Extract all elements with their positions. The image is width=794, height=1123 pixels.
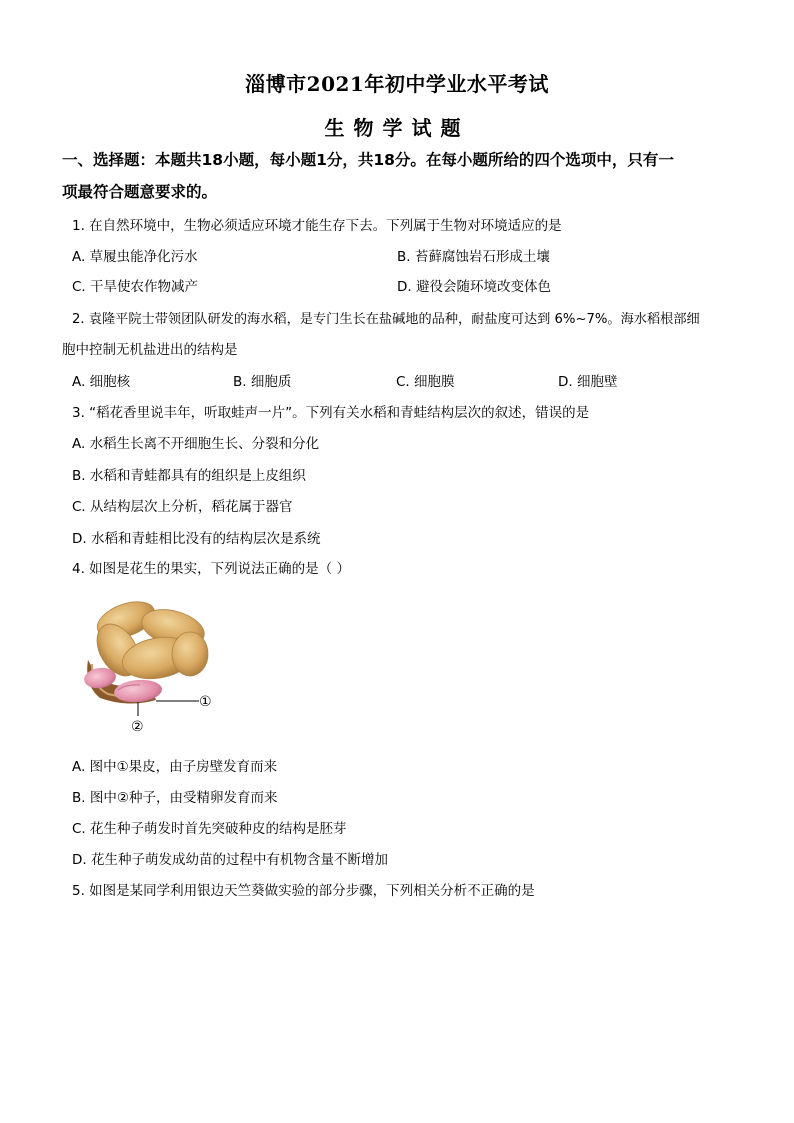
question-2-option-a: A. 细胞核 <box>72 374 131 390</box>
exam-subtitle: 生物学试题 <box>324 116 470 140</box>
question-4-stem: 4. 如图是花生的果实，下列说法正确的是（ ） <box>72 561 350 577</box>
question-1-option-c: C. 干旱使农作物减产 <box>72 279 199 295</box>
question-2-option-d: D. 细胞壁 <box>558 374 618 390</box>
question-4-option-b: B. 图中②种子，由受精卵发育而来 <box>72 790 278 806</box>
question-3-stem: 3. “稻花香里说丰年，听取蛙声一片”。下列有关水稻和青蛙结构层次的叙述，错误的是 <box>72 405 590 421</box>
peanut-figure <box>78 590 223 740</box>
question-1-stem: 1. 在自然环境中，生物必须适应环境才能生存下去。下列属于生物对环境适应的是 <box>72 218 562 234</box>
question-3-option-a: A. 水稻生长离不开细胞生长、分裂和分化 <box>72 436 320 452</box>
question-1-option-d: D. 避役会随环境改变体色 <box>397 279 551 295</box>
question-1-option-b: B. 苔藓腐蚀岩石形成土壤 <box>397 249 550 265</box>
question-3-option-c: C. 从结构层次上分析，稻花属于器官 <box>72 499 293 515</box>
question-4-option-c: C. 花生种子萌发时首先突破种皮的结构是胚芽 <box>72 821 347 837</box>
question-2-option-b: B. 细胞质 <box>233 374 292 390</box>
question-4-option-d: D. 花生种子萌发成幼苗的过程中有机物含量不断增加 <box>72 852 388 868</box>
exam-title: 淄博市2021年初中学业水平考试 <box>245 72 549 96</box>
question-2-stem-line-1: 2. 袁隆平院士带领团队研发的海水稻，是专门生长在盐碱地的品种，耐盐度可达到 6%~7%。海水稻根部细 <box>72 312 700 327</box>
question-3-option-b: B. 水稻和青蛙都具有的组织是上皮组织 <box>72 468 306 484</box>
question-3-option-d: D. 水稻和青蛙相比没有的结构层次是系统 <box>72 531 321 547</box>
label-2: ② <box>131 719 144 735</box>
question-2-stem-line-2: 胞中控制无机盐进出的结构是 <box>62 342 238 358</box>
label-1: ① <box>199 694 212 710</box>
section-heading <box>62 144 742 208</box>
section-heading-line-2: 项最符合题意要求的。 <box>62 183 218 201</box>
section-heading-line-1: 一、选择题：本题共18小题，每小题1分，共18分。在每小题所给的四个选项中，只有一 <box>62 151 674 169</box>
question-1-option-a: A. 草履虫能净化污水 <box>72 249 198 265</box>
question-2-option-c: C. 细胞膜 <box>396 374 455 390</box>
question-5-stem: 5. 如图是某同学利用银边天竺葵做实验的部分步骤，下列相关分析不正确的是 <box>72 883 535 899</box>
question-4-option-a: A. 图中①果皮，由子房壁发育而来 <box>72 759 278 775</box>
